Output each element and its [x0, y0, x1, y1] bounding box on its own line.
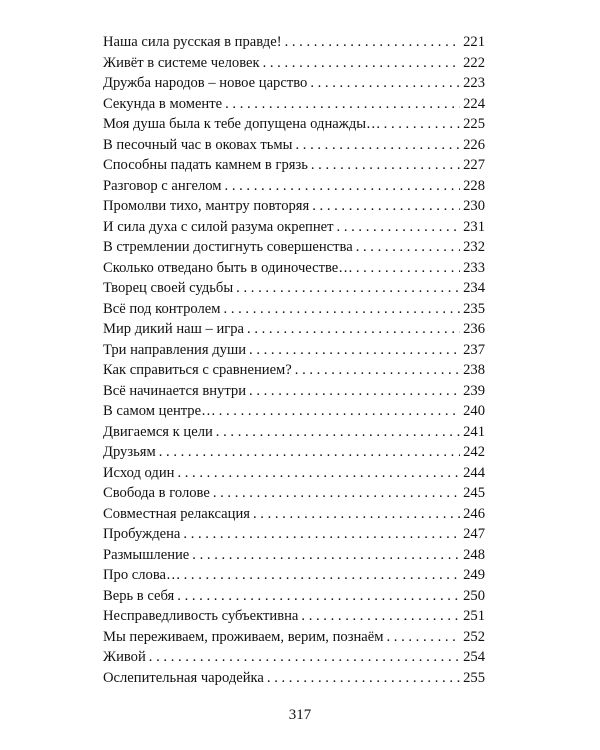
toc-dot-leader	[219, 401, 460, 422]
toc-dot-leader	[301, 606, 460, 627]
toc-entry-title: Промолви тихо, мантру повторяя	[103, 198, 310, 214]
toc-entry-title: Живёт в системе человек	[103, 54, 260, 71]
toc-entry	[103, 401, 485, 422]
toc-entry-page: 237	[463, 341, 485, 358]
toc-entry-page: 252	[463, 628, 485, 645]
toc-dot-leader	[384, 114, 460, 135]
toc-entry	[103, 176, 485, 197]
toc-entry	[103, 278, 485, 299]
toc-entry-page: 232	[463, 239, 485, 255]
toc-dot-leader	[177, 463, 460, 484]
toc-entry-page: 247	[463, 526, 485, 542]
toc-entry-page: 226	[463, 136, 485, 153]
toc-entry-page: 234	[463, 280, 485, 296]
toc-entry-page: 230	[463, 198, 485, 214]
toc-entry-title: Про слова…	[103, 567, 181, 583]
toc-entry-page: 242	[463, 444, 485, 460]
toc-entry-title: Три направления души	[103, 341, 247, 358]
toc-entry-title: Разговор с ангелом	[103, 177, 222, 194]
toc-entry-title: Как справиться с сравнением?	[103, 362, 292, 378]
toc-entry	[103, 565, 485, 586]
toc-entry-page: 250	[463, 587, 485, 604]
toc-dot-leader	[263, 53, 461, 74]
toc-entry-title: Наша сила русская в правде!	[103, 34, 282, 50]
toc-entry-title: Верь в себя	[103, 587, 175, 604]
toc-entry-title: И сила духа с силой разума окрепнет	[103, 218, 334, 235]
toc-entry-page: 248	[463, 546, 485, 563]
toc-entry-title: Исход один	[103, 464, 175, 481]
toc-dot-leader	[236, 278, 460, 299]
toc-dot-leader	[386, 627, 460, 648]
toc-entry-page: 231	[463, 218, 485, 235]
toc-entry-page: 254	[463, 649, 485, 665]
toc-entry	[103, 114, 485, 135]
toc-entry-title: Моя душа была к тебе допущена однажды…	[103, 116, 381, 132]
toc-entry	[103, 627, 485, 648]
toc-entry-page: 240	[463, 403, 485, 419]
toc-dot-leader	[267, 668, 460, 689]
toc-dot-leader	[285, 32, 461, 53]
toc-entry	[103, 196, 485, 217]
toc-entry-title: Двигаемся к цели	[103, 423, 213, 440]
toc-entry	[103, 73, 485, 94]
toc-entry-page: 222	[463, 54, 485, 71]
toc-entry-title: В самом центре…	[103, 403, 216, 419]
toc-entry-title: В стремлении достигнуть совершенства	[103, 239, 353, 255]
toc-entry-page: 233	[463, 259, 485, 276]
toc-entry-title: Мир дикий наш – игра	[103, 321, 245, 337]
toc-entry-page: 225	[463, 116, 485, 132]
toc-entry-page: 224	[463, 95, 485, 112]
toc-entry	[103, 524, 485, 545]
toc-entry-title: Творец своей судьбы	[103, 280, 234, 296]
toc-dot-leader	[249, 381, 460, 402]
toc-entry-page: 245	[463, 485, 485, 501]
toc-entry	[103, 94, 485, 115]
toc-dot-leader	[224, 299, 461, 320]
toc-entry	[103, 360, 485, 381]
toc-dot-leader	[225, 94, 460, 115]
toc-dot-leader	[337, 217, 461, 238]
toc-entry-page: 244	[463, 464, 485, 481]
page-number: 317	[288, 707, 312, 723]
toc-dot-leader	[247, 319, 460, 340]
toc-entry	[103, 545, 485, 566]
toc-entry-title: Всё начинается внутри	[103, 382, 247, 399]
toc-entry-title: Живой	[103, 649, 146, 665]
toc-dot-leader	[192, 545, 460, 566]
toc-dot-leader	[310, 73, 460, 94]
toc-entry-title: Секунда в моменте	[103, 95, 223, 112]
toc-entry	[103, 463, 485, 484]
toc-entry	[103, 668, 485, 689]
toc-entry-page: 255	[463, 669, 485, 686]
toc-entry-page: 246	[463, 505, 485, 522]
toc-entry-title: Совместная релаксация	[103, 505, 250, 522]
toc-dot-leader	[216, 422, 460, 443]
toc-entry	[103, 442, 485, 463]
toc-entry-page: 228	[463, 177, 485, 194]
toc-entry-page: 227	[463, 157, 485, 173]
toc-dot-leader	[312, 196, 460, 217]
toc-dot-leader	[213, 483, 460, 504]
toc-entry-page: 235	[463, 300, 485, 317]
toc-dot-leader	[253, 504, 460, 525]
toc-entry-title: Сколько отведано быть в одиночестве…	[103, 259, 353, 276]
toc-entry	[103, 606, 485, 627]
toc-entry	[103, 647, 485, 668]
toc-dot-leader	[183, 524, 460, 545]
toc-entry	[103, 340, 485, 361]
toc-entry-title: Мы переживаем, проживаем, верим, познаём	[103, 628, 384, 645]
toc-entry-title: Всё под контролем	[103, 300, 221, 317]
toc-entry-title: Размышление	[103, 546, 190, 563]
toc-entry	[103, 381, 485, 402]
toc-dot-leader	[149, 647, 460, 668]
toc-dot-leader	[177, 586, 460, 607]
toc-entry	[103, 586, 485, 607]
toc-entry-title: Способны падать камнем в грязь	[103, 157, 308, 173]
toc-entry-title: Друзьям	[103, 444, 156, 460]
toc-entry-page: 239	[463, 382, 485, 399]
toc-entry-page: 238	[463, 362, 485, 378]
toc-entry	[103, 217, 485, 238]
toc-entry-page: 251	[463, 608, 485, 624]
toc-entry	[103, 319, 485, 340]
toc-entry-title: Пробуждена	[103, 526, 181, 542]
toc-entry-title: Ослепительная чародейка	[103, 669, 264, 686]
toc-entry	[103, 32, 485, 53]
toc-entry	[103, 53, 485, 74]
toc-entry	[103, 237, 485, 258]
toc-entry-page: 236	[463, 321, 485, 337]
toc-entry-page: 241	[463, 423, 485, 440]
toc-dot-leader	[356, 237, 460, 258]
toc-entry	[103, 155, 485, 176]
toc-entry-title: Несправедливость субъективна	[103, 608, 299, 624]
toc-entry	[103, 299, 485, 320]
toc-dot-leader	[311, 155, 460, 176]
toc-entry-page: 221	[463, 34, 485, 50]
toc-entry	[103, 483, 485, 504]
toc-dot-leader	[249, 340, 460, 361]
toc-entry	[103, 258, 485, 279]
toc-dot-leader	[225, 176, 461, 197]
toc-entry	[103, 504, 485, 525]
toc-dot-leader	[295, 135, 460, 156]
toc-entry-title: Свобода в голове	[103, 485, 210, 501]
table-of-contents	[103, 32, 485, 688]
toc-entry	[103, 422, 485, 443]
toc-dot-leader	[295, 360, 460, 381]
toc-entry-page: 249	[463, 567, 485, 583]
toc-dot-leader	[159, 442, 460, 463]
toc-entry-title: Дружба народов – новое царство	[103, 75, 308, 91]
toc-entry-title: В песочный час в оковах тьмы	[103, 136, 293, 153]
toc-dot-leader	[356, 258, 460, 279]
toc-entry	[103, 135, 485, 156]
toc-dot-leader	[184, 565, 461, 586]
toc-entry-page: 223	[463, 75, 485, 91]
